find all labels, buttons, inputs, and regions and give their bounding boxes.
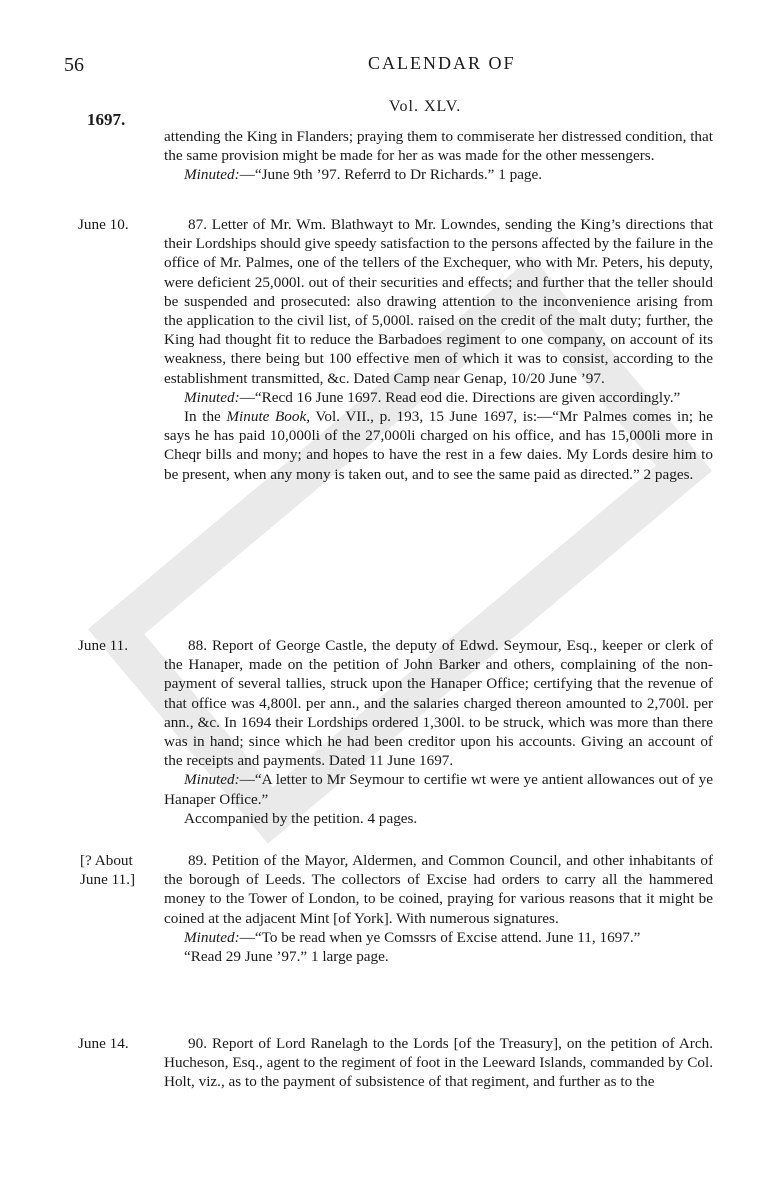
- minuted-text: —“To be read when ye Comssrs of Excise attend. June 11, 1697.”: [239, 928, 641, 946]
- entry-90: [164, 1034, 713, 1092]
- page-number: 56: [64, 54, 84, 76]
- entry-continuation: [164, 127, 713, 185]
- accompanied-line: Accompanied by the petition. 4 pages.: [184, 809, 418, 827]
- minute-book-line: In the Minute Book, Vol. VII., p. 193, 15 June 1697, is:—“Mr Palmes comes in; he says he has paid 10,000li of the 27,000li charged on his office, and has 15,000li more in Cheqr bills and mony; and hopes to have the rest in a few daies. My Lords desire him to be present, when any mony is taken out, and to see the same paid as directed.” 2 pages.: [164, 408, 713, 483]
- minuted-line: [164, 388, 713, 407]
- minuted-text: —“Recd 16 June 1697. Read eod die. Directions are given accordingly.”: [239, 388, 681, 406]
- entry-87: [164, 215, 713, 484]
- entry-date: June 10.: [78, 216, 129, 233]
- volume-heading: Vol. XLV.: [389, 98, 462, 115]
- minute-book-label: Minute Book,: [226, 408, 311, 426]
- minuted-text: —“June 9th ’97. Referrd to Dr Richards.” 1 page.: [239, 166, 543, 184]
- entry-date: June 14.: [78, 1035, 129, 1052]
- entry-date: [? About June 11.]: [80, 852, 136, 889]
- minuted-label: Minuted:: [184, 388, 240, 406]
- minuted-text: —“A letter to Mr Seymour to certifie wt were ye antient allowances out of ye Hanaper Office.”: [164, 771, 713, 808]
- entry-text: 88. Report of George Castle, the deputy of Edwd. Seymour, Esq., keeper or clerk of the Hanaper, made on the petition of John Barker and others, complaining of the non-payment of several tallies, struck upon the Hanaper Office; certifying that the revenue of that office was 4,800l. per ann., and the salaries charged thereon amounted to 2,700l. per ann., &c. In 1694 their Lordships ordered 1,300l. to be struck, which was more than there was in hand; since which he had been creditor upon his accounts. Giving an account of the receipts and payments. Dated 11 June 1697.: [164, 637, 713, 770]
- entry-date: June 11.: [78, 637, 129, 654]
- minuted-label: Minuted:: [184, 166, 240, 184]
- read-line: “Read 29 June ’97.” 1 large page.: [184, 948, 389, 966]
- entry-text: attending the King in Flanders; praying them to commiserate her distressed condition, that the same provision might be made for her as was made for the other messengers.: [164, 128, 713, 165]
- entry-89: [164, 851, 713, 966]
- minuted-label: Minuted:: [184, 928, 240, 946]
- entry-88: [164, 636, 713, 828]
- minuted-line: [164, 165, 713, 184]
- entry-text: 89. Petition of the Mayor, Aldermen, and Common Council, and other inhabitants of the borough of Leeds. The collectors of Excise had orders to carry all the hammered money to the Tower of London, to be coined, praying for various reasons that it might be coined at the adjacent Mint [of York]. With numerous signatures.: [164, 852, 713, 927]
- year-marker: 1697.: [87, 110, 126, 129]
- entry-text: 90. Report of Lord Ranelagh to the Lords [of the Treasury], on the petition of Arch. Hucheson, Esq., agent to the regiment of foot in the Leeward Islands, commanded by Col. Holt, viz., as to the payment of subsistence of that regiment, and further as to the: [164, 1035, 713, 1091]
- minuted-line: [164, 770, 713, 808]
- minuted-line: [164, 928, 713, 947]
- minuted-label: Minuted:: [184, 771, 240, 789]
- running-title: CALENDAR OF: [368, 53, 516, 73]
- entry-text: 87. Letter of Mr. Wm. Blathwayt to Mr. Lowndes, sending the King’s directions that their Lordships should give speedy satisfaction to the persons affected by the failure in the office of Mr. Palmes, one of the tellers of the Exchequer, who with Mr. Peters, his deputy, were deficient 25,000l. out of their securities and effects; and further that the teller should be suspended and prosecuted: also drawing attention to the inconvenience arising from the application to the civil list, of 5,000l. raised on the credit of the malt duty; further, the King had thought fit to reduce the Barbadoes regiment to one company, on account of its weakness, there being but 100 effective men of which it was to consist, according to the establishment transmitted, &c. Dated Camp near Genap, 10/20 June ’97.: [164, 216, 713, 387]
